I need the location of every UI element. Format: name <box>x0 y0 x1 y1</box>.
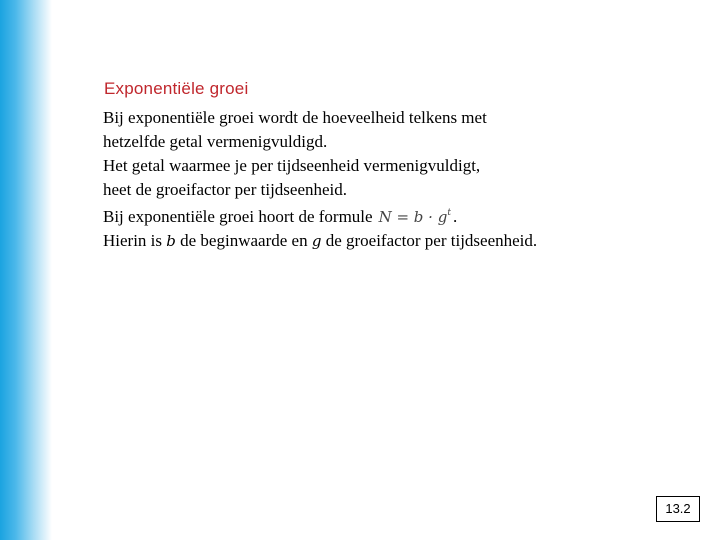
variables-part3: de groeifactor per tijdseenheid. <box>321 231 538 250</box>
formula-base-b: b <box>413 208 424 226</box>
formula-equals: = <box>391 208 414 226</box>
formula-exponent: t <box>447 208 451 218</box>
formula-intro: Bij exponentiële groei hoort de formule <box>103 207 373 226</box>
variable-g: g <box>311 232 322 250</box>
definition-text <box>103 106 703 253</box>
formula-lhs: N <box>378 208 392 226</box>
variables-part1: Hierin is <box>103 231 167 250</box>
formula-line <box>103 202 703 229</box>
text-line: Bij exponentiële groei wordt de hoeveelheid telkens met <box>103 108 487 127</box>
text-line: hetzelfde getal vermenigvuldigd. <box>103 132 328 151</box>
formula-base-g: g <box>437 208 448 226</box>
variables-part2: de beginwaarde en <box>175 231 312 250</box>
side-decoration-stripe <box>0 0 52 540</box>
variable-b: b <box>166 232 176 250</box>
section-heading: Exponentiële groei <box>104 79 249 98</box>
formula-period: . <box>452 207 458 226</box>
text-line: Het getal waarmee je per tijdseenheid vermenigvuldigt, <box>103 156 481 175</box>
growth-formula <box>379 208 451 226</box>
text-line: heet de groeifactor per tijdseenheid. <box>103 180 348 199</box>
variables-line <box>103 229 703 253</box>
page-number-badge: 13.2 <box>656 496 700 522</box>
formula-dot: · <box>423 208 438 226</box>
